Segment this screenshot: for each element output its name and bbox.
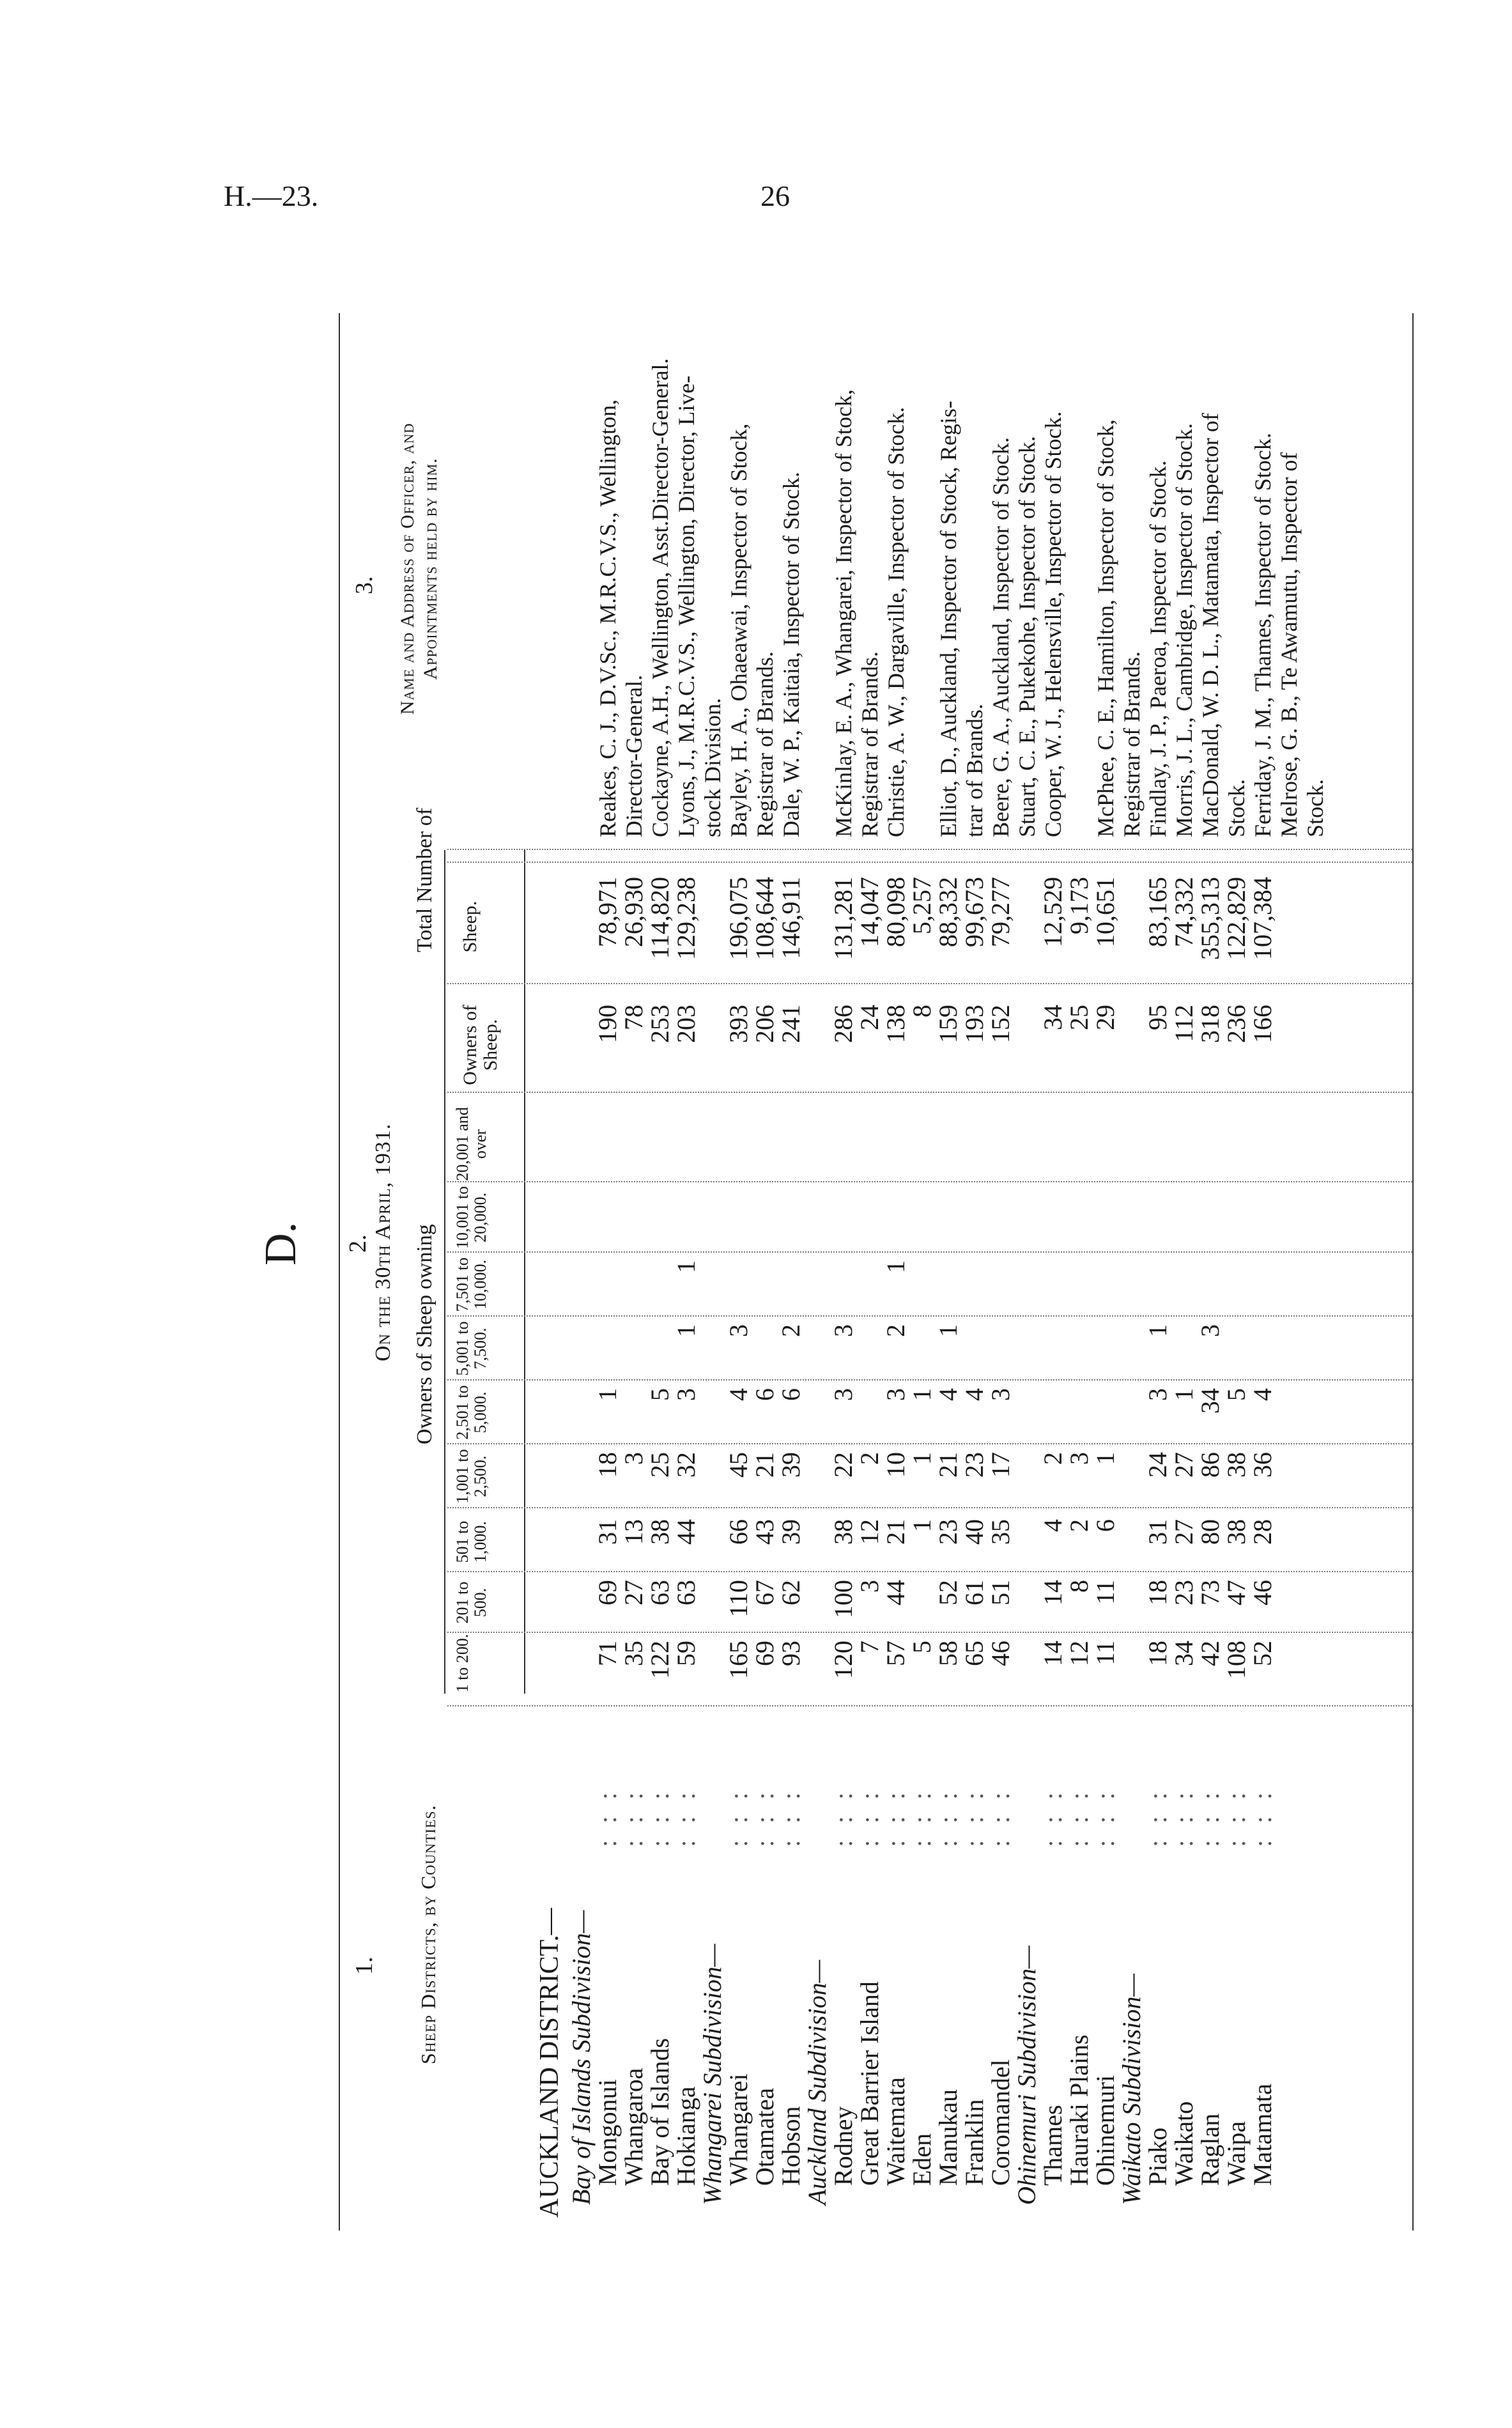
leader-dots: : : : bbox=[1222, 1787, 1251, 1847]
leader-dots: : : : bbox=[986, 1787, 1015, 1847]
table-cell: 2 bbox=[881, 1324, 910, 1337]
table-cell: 1 bbox=[672, 1260, 700, 1273]
table-row bbox=[647, 313, 672, 2231]
leader-dots: : : : bbox=[1143, 1787, 1172, 1847]
officer-text: Findlay, J. P., Paeroa, Inspector of Stock. bbox=[1145, 460, 1171, 837]
table-cell: 27 bbox=[619, 1580, 648, 1605]
col3-title: Name and Address of Officer, and Appointments held by him. bbox=[397, 422, 441, 715]
table-cell: 3 bbox=[829, 1388, 858, 1401]
table-cell: 52 bbox=[934, 1580, 962, 1605]
county-label: Hobson bbox=[776, 2106, 805, 2186]
table-row bbox=[883, 313, 908, 2231]
table-row bbox=[621, 313, 646, 2231]
col2-title: On the 30th April, 1931. bbox=[371, 1123, 395, 1361]
table-cell: 88,332 bbox=[934, 877, 962, 947]
officer-text: Stuart, C. E., Pukekohe, Inspector of Stock. bbox=[1014, 436, 1040, 837]
table-row bbox=[1093, 313, 1118, 2231]
officer-text: Melrose, G. B., Te Awamutu, Inspector of bbox=[1276, 452, 1302, 837]
table-cell: 122 bbox=[645, 1641, 674, 1679]
table-row bbox=[1067, 313, 1092, 2231]
table-cell: 36 bbox=[1248, 1452, 1277, 1478]
table-row bbox=[778, 313, 803, 2231]
table-cell: 2 bbox=[1038, 1452, 1067, 1465]
table-cell: 241 bbox=[776, 1005, 805, 1043]
page-code: H.—23. bbox=[224, 180, 319, 212]
table-cell: 99,673 bbox=[960, 877, 989, 947]
officer-text: Stock. bbox=[1302, 778, 1328, 837]
table-cell: 80,098 bbox=[881, 877, 910, 947]
table-cell: 152 bbox=[986, 1005, 1015, 1043]
page-number: 26 bbox=[760, 180, 790, 212]
table-row bbox=[988, 313, 1013, 2231]
subdivision-label: Whangarei Subdivision— bbox=[698, 1944, 727, 2205]
table-cell: 38 bbox=[1222, 1452, 1251, 1478]
table-letter: D. bbox=[256, 1221, 305, 1265]
county-label: Hokianga bbox=[672, 2086, 700, 2186]
col2-number: 2. bbox=[344, 1234, 371, 1253]
table-row bbox=[1119, 313, 1144, 2231]
range-header: 1,001 to 2,500. bbox=[453, 1449, 490, 1504]
officer-text: Dale, W. P., Kaitaia, Inspector of Stock. bbox=[778, 472, 804, 837]
table-cell: 138 bbox=[881, 1005, 910, 1043]
officer-text: Stock. bbox=[1224, 778, 1249, 837]
table-cell: 23 bbox=[960, 1452, 989, 1478]
table-cell: 62 bbox=[776, 1580, 805, 1605]
leader-dots: : : : bbox=[1065, 1787, 1093, 1847]
county-label: Waipa bbox=[1222, 2121, 1251, 2186]
table-cell: 3 bbox=[881, 1388, 910, 1401]
table-row bbox=[1198, 313, 1223, 2231]
table-cell: 65 bbox=[960, 1641, 989, 1666]
table-cell: 4 bbox=[724, 1388, 753, 1401]
table-row bbox=[674, 313, 698, 2231]
table-cell: 4 bbox=[1248, 1388, 1277, 1401]
rotated-table bbox=[256, 313, 1419, 2231]
leader-dots: : : : bbox=[1248, 1787, 1277, 1847]
table-cell: 27 bbox=[1169, 1452, 1198, 1478]
county-label: Mongonui bbox=[593, 2079, 622, 2186]
table-cell: 14 bbox=[1038, 1580, 1067, 1605]
table-cell: 44 bbox=[672, 1519, 700, 1545]
table-cell: 1 bbox=[907, 1452, 936, 1465]
table-cell: 4 bbox=[934, 1388, 962, 1401]
leader-dots: : : : bbox=[750, 1787, 779, 1847]
table-row bbox=[700, 313, 725, 2231]
top-rule bbox=[339, 313, 340, 2231]
table-cell: 8 bbox=[1065, 1580, 1093, 1593]
table-cell: 1 bbox=[881, 1260, 910, 1273]
county-label: Waitemata bbox=[881, 2076, 910, 2186]
table-cell: 166 bbox=[1248, 1005, 1277, 1043]
table-cell: 3 bbox=[1065, 1452, 1093, 1465]
table-cell: 14 bbox=[1038, 1641, 1067, 1666]
table-cell: 34 bbox=[1038, 1005, 1067, 1030]
table-row bbox=[962, 313, 987, 2231]
county-label: Hauraki Plains bbox=[1065, 2034, 1093, 2186]
table-cell: 100 bbox=[829, 1580, 858, 1618]
table-cell: 12 bbox=[855, 1519, 884, 1545]
county-label: Raglan bbox=[1196, 2113, 1224, 2186]
table-cell: 1 bbox=[1091, 1452, 1120, 1465]
table-cell: 67 bbox=[750, 1580, 779, 1605]
table-cell: 6 bbox=[1091, 1519, 1120, 1532]
table-cell: 29 bbox=[1091, 1005, 1120, 1030]
table-cell: 108,644 bbox=[750, 877, 779, 960]
table-cell: 108 bbox=[1222, 1641, 1251, 1679]
table-cell: 4 bbox=[960, 1388, 989, 1401]
county-label: Eden bbox=[907, 2133, 936, 2186]
table-row bbox=[1014, 313, 1039, 2231]
table-row bbox=[1040, 313, 1065, 2231]
table-cell: 44 bbox=[881, 1580, 910, 1605]
table-cell: 3 bbox=[1143, 1388, 1172, 1401]
table-cell: 69 bbox=[750, 1641, 779, 1666]
table-cell: 165 bbox=[724, 1641, 753, 1679]
table-cell: 159 bbox=[934, 1005, 962, 1043]
table-cell: 3 bbox=[829, 1324, 858, 1337]
range-header: 201 to 500. bbox=[453, 1581, 490, 1624]
table-cell: 318 bbox=[1196, 1005, 1224, 1043]
officer-text: Christie, A. W., Dargaville, Inspector of Stock. bbox=[883, 406, 909, 837]
col1-title: Sheep Districts, by Counties. bbox=[417, 1804, 440, 2064]
table-cell: 393 bbox=[724, 1005, 753, 1043]
table-cell: 69 bbox=[593, 1580, 622, 1605]
officer-text: Ferriday, J. M., Thames, Inspector of Stock. bbox=[1250, 433, 1276, 837]
subdivision-label: Bay of Islands Subdivision— bbox=[567, 1910, 596, 2205]
table-cell: 35 bbox=[986, 1519, 1015, 1545]
officer-text: stock Division. bbox=[700, 697, 725, 837]
table-cell: 34 bbox=[1196, 1388, 1224, 1414]
table-cell: 10,651 bbox=[1091, 877, 1120, 947]
table-cell: 1 bbox=[907, 1519, 936, 1532]
table-cell: 355,313 bbox=[1196, 877, 1224, 960]
leader-dots: : : : bbox=[907, 1787, 936, 1847]
table-cell: 78 bbox=[619, 1005, 648, 1030]
leader-dots: : : : bbox=[672, 1787, 700, 1847]
owners-group-header: Owners of Sheep owning bbox=[413, 1224, 436, 1444]
officer-text: Registrar of Brands. bbox=[1119, 651, 1145, 837]
table-cell: 28 bbox=[1248, 1519, 1277, 1545]
officer-text: Registrar of Brands. bbox=[752, 651, 778, 837]
table-row bbox=[752, 313, 777, 2231]
officer-text: Bayley, H. A., Ohaeawai, Inspector of Stock, bbox=[726, 423, 752, 837]
table-cell: 2 bbox=[1065, 1519, 1093, 1532]
range-header: 10,001 to 20,000. bbox=[453, 1186, 490, 1249]
sheep-total-header: Sheep. bbox=[459, 901, 481, 953]
leader-dots: : : : bbox=[1169, 1787, 1198, 1847]
table-cell: 43 bbox=[750, 1519, 779, 1545]
table-cell: 1 bbox=[1169, 1388, 1198, 1401]
table-cell: 22 bbox=[829, 1452, 858, 1478]
table-cell: 31 bbox=[593, 1519, 622, 1545]
table-cell: 11 bbox=[1091, 1580, 1120, 1605]
table-cell: 47 bbox=[1222, 1580, 1251, 1605]
leader-dots: : : : bbox=[724, 1787, 753, 1847]
county-label: Ohinemuri bbox=[1091, 2075, 1120, 2186]
table-cell: 10 bbox=[881, 1452, 910, 1478]
table-cell: 32 bbox=[672, 1452, 700, 1478]
bottom-rule bbox=[1412, 313, 1414, 2231]
table-cell: 146,911 bbox=[776, 877, 805, 959]
table-cell: 5 bbox=[907, 1641, 936, 1653]
table-cell: 131,281 bbox=[829, 877, 858, 960]
table-cell: 190 bbox=[593, 1005, 622, 1043]
header-bottom-rule bbox=[524, 850, 525, 1694]
table-cell: 74,332 bbox=[1169, 877, 1198, 947]
table-cell: 95 bbox=[1143, 1005, 1172, 1030]
total-group-header: Total Number of bbox=[413, 807, 436, 952]
table-cell: 1 bbox=[907, 1388, 936, 1401]
table-cell: 40 bbox=[960, 1519, 989, 1545]
officer-text: Reakes, C. J., D.V.Sc., M.R.C.V.S., Wellington, bbox=[595, 399, 621, 837]
group-rule bbox=[444, 850, 445, 1694]
district-title: AUCKLAND DISTRICT.— bbox=[535, 1908, 564, 2218]
table-row bbox=[857, 313, 882, 2231]
leader-dots: : : : bbox=[1196, 1787, 1224, 1847]
table-cell: 3 bbox=[986, 1388, 1015, 1401]
table-cell: 5,257 bbox=[907, 877, 936, 934]
table-cell: 107,384 bbox=[1248, 877, 1277, 960]
county-label: Rodney bbox=[829, 2106, 858, 2186]
table-cell: 27 bbox=[1169, 1519, 1198, 1545]
table-cell: 59 bbox=[672, 1641, 700, 1666]
table-cell: 3 bbox=[855, 1580, 884, 1593]
subdivision-label: Auckland Subdivision— bbox=[803, 1960, 831, 2205]
table-cell: 18 bbox=[593, 1452, 622, 1478]
county-label: Whangarei bbox=[724, 2073, 753, 2186]
col1-number: 1. bbox=[351, 1956, 378, 1975]
table-cell: 114,820 bbox=[645, 877, 674, 959]
table-cell: 39 bbox=[776, 1519, 805, 1545]
table-cell: 26,930 bbox=[619, 877, 648, 947]
leader-dots: : : : bbox=[593, 1787, 622, 1847]
table-cell: 23 bbox=[1169, 1580, 1198, 1605]
range-header: 7,501 to 10,000. bbox=[453, 1257, 490, 1312]
table-cell: 5 bbox=[1222, 1388, 1251, 1401]
table-cell: 63 bbox=[645, 1580, 674, 1605]
table-cell: 57 bbox=[881, 1641, 910, 1666]
table-cell: 61 bbox=[960, 1580, 989, 1605]
table-cell: 12 bbox=[1065, 1641, 1093, 1666]
county-label: Thames bbox=[1038, 2105, 1067, 2186]
table-cell: 63 bbox=[672, 1580, 700, 1605]
table-cell: 129,238 bbox=[672, 877, 700, 960]
officer-text: trar of Brands. bbox=[962, 704, 987, 837]
county-label: Waikato bbox=[1169, 2101, 1198, 2186]
table-cell: 73 bbox=[1196, 1580, 1224, 1605]
table-cell: 23 bbox=[934, 1519, 962, 1545]
table-cell: 21 bbox=[881, 1519, 910, 1545]
officer-text: Director-General. bbox=[621, 674, 647, 837]
table-cell: 253 bbox=[645, 1005, 674, 1043]
table-row bbox=[726, 313, 751, 2231]
table-cell: 58 bbox=[934, 1641, 962, 1666]
table-cell: 7 bbox=[855, 1641, 884, 1653]
table-cell: 3 bbox=[619, 1452, 648, 1465]
table-cell: 3 bbox=[1196, 1324, 1224, 1337]
table-row bbox=[595, 313, 620, 2231]
county-label: Piako bbox=[1143, 2127, 1172, 2186]
table-cell: 110 bbox=[724, 1580, 753, 1618]
table-cell: 71 bbox=[593, 1641, 622, 1666]
table-cell: 6 bbox=[750, 1388, 779, 1401]
county-label: Otamatea bbox=[750, 2087, 779, 2186]
table-cell: 86 bbox=[1196, 1452, 1224, 1478]
county-label: Manukau bbox=[934, 2089, 962, 2186]
col3-number: 3. bbox=[351, 576, 378, 594]
table-cell: 25 bbox=[1065, 1005, 1093, 1030]
officer-text: Morris, J. L., Cambridge, Inspector of Stock. bbox=[1171, 423, 1197, 837]
range-header: 2,501 to 5,000. bbox=[453, 1385, 490, 1440]
owners-total-header: Owners of Sheep. bbox=[459, 1005, 501, 1085]
table-cell: 13 bbox=[619, 1519, 648, 1545]
officer-text: Cooper, W. J., Helensville, Inspector of Stock. bbox=[1040, 411, 1066, 837]
leader-dots: : : : bbox=[960, 1787, 989, 1847]
table-cell: 24 bbox=[1143, 1452, 1172, 1478]
table-cell: 1 bbox=[1143, 1324, 1172, 1337]
table-row bbox=[805, 313, 829, 2231]
leader-dots: : : : bbox=[855, 1787, 884, 1847]
table-cell: 93 bbox=[776, 1641, 805, 1666]
leader-dots: : : : bbox=[829, 1787, 858, 1847]
table-row bbox=[831, 313, 856, 2231]
table-row bbox=[909, 313, 934, 2231]
table-cell: 34 bbox=[1169, 1641, 1198, 1666]
leader-dots: : : : bbox=[881, 1787, 910, 1847]
table-cell: 80 bbox=[1196, 1519, 1224, 1545]
table-cell: 18 bbox=[1143, 1580, 1172, 1605]
table-row bbox=[936, 313, 960, 2231]
table-cell: 52 bbox=[1248, 1641, 1277, 1666]
officer-text: Elliot, D., Auckland, Inspector of Stock, Regis- bbox=[936, 401, 961, 837]
county-label: Bay of Islands bbox=[645, 2038, 674, 2186]
table-cell: 6 bbox=[776, 1388, 805, 1401]
leader-dots: : : : bbox=[776, 1787, 805, 1847]
leader-dots: : : : bbox=[1038, 1787, 1067, 1847]
table-cell: 46 bbox=[1248, 1580, 1277, 1605]
table-cell: 79,277 bbox=[986, 877, 1015, 947]
table-cell: 78,971 bbox=[593, 877, 622, 947]
leader-dots: : : : bbox=[1091, 1787, 1120, 1847]
officer-row bbox=[1302, 313, 1327, 2231]
table-row bbox=[1250, 313, 1275, 2231]
officer-text: Registrar of Brands. bbox=[857, 651, 883, 837]
table-cell: 25 bbox=[645, 1452, 674, 1478]
table-cell: 203 bbox=[672, 1005, 700, 1043]
table-row bbox=[1145, 313, 1170, 2231]
table-cell: 122,829 bbox=[1222, 877, 1251, 960]
table-cell: 9,173 bbox=[1065, 877, 1093, 934]
table-cell: 1 bbox=[672, 1324, 700, 1337]
table-cell: 45 bbox=[724, 1452, 753, 1478]
range-header: 5,001 to 7,500. bbox=[453, 1321, 490, 1376]
table-cell: 236 bbox=[1222, 1005, 1251, 1043]
officer-text: Beere, G. A., Auckland, Inspector of Stock. bbox=[988, 437, 1014, 837]
table-cell: 21 bbox=[934, 1452, 962, 1478]
table-cell: 3 bbox=[724, 1324, 753, 1337]
county-label: Coromandel bbox=[986, 2059, 1015, 2186]
table-row bbox=[1171, 313, 1196, 2231]
table-cell: 66 bbox=[724, 1519, 753, 1545]
table-cell: 3 bbox=[672, 1388, 700, 1401]
table-cell: 11 bbox=[1091, 1641, 1120, 1666]
table-cell: 17 bbox=[986, 1452, 1015, 1478]
range-header: 501 to 1,000. bbox=[453, 1520, 490, 1563]
range-header: 1 to 200. bbox=[453, 1634, 472, 1693]
table-cell: 120 bbox=[829, 1641, 858, 1679]
officer-text: McPhee, C. E., Hamilton, Inspector of Stock, bbox=[1093, 419, 1118, 837]
table-cell: 31 bbox=[1143, 1519, 1172, 1545]
table-cell: 193 bbox=[960, 1005, 989, 1043]
subdivision-label: Waikato Subdivision— bbox=[1117, 1974, 1146, 2205]
table-cell: 83,165 bbox=[1143, 877, 1172, 947]
table-cell: 14,047 bbox=[855, 877, 884, 947]
officer-text: Cockayne, A.H., Wellington, Asst.Director-General. bbox=[647, 358, 673, 837]
table-cell: 35 bbox=[619, 1641, 648, 1666]
table-cell: 112 bbox=[1169, 1005, 1198, 1042]
table-cell: 39 bbox=[776, 1452, 805, 1478]
table-cell: 46 bbox=[986, 1641, 1015, 1666]
table-cell: 38 bbox=[645, 1519, 674, 1545]
table-row bbox=[1224, 313, 1249, 2231]
table-cell: 1 bbox=[934, 1324, 962, 1337]
county-label: Whangaroa bbox=[619, 2068, 648, 2186]
officer-row bbox=[1276, 313, 1301, 2231]
table-cell: 51 bbox=[986, 1580, 1015, 1605]
table-row bbox=[569, 313, 594, 2231]
leader-dots: : : : bbox=[934, 1787, 962, 1847]
table-cell: 38 bbox=[1222, 1519, 1251, 1545]
table-cell: 206 bbox=[750, 1005, 779, 1043]
table-cell: 38 bbox=[829, 1519, 858, 1545]
officer-text: Lyons, J., M.R.C.V.S., Wellington, Director, Live- bbox=[674, 375, 699, 837]
range-header: 20,001 and over bbox=[453, 1107, 490, 1181]
table-cell: 24 bbox=[855, 1005, 884, 1030]
table-cell: 196,075 bbox=[724, 877, 753, 960]
county-label: Franklin bbox=[960, 2099, 989, 2186]
subdivision-label: Ohinemuri Subdivision— bbox=[1012, 1945, 1041, 2205]
table-cell: 1 bbox=[593, 1388, 622, 1401]
county-label: Great Barrier Island bbox=[855, 1981, 884, 2186]
officer-text: MacDonald, W. D. L., Matamata, Inspector of bbox=[1198, 413, 1223, 837]
table-cell: 18 bbox=[1143, 1641, 1172, 1666]
county-label: Matamata bbox=[1248, 2084, 1277, 2186]
table-cell: 42 bbox=[1196, 1641, 1224, 1666]
officer-text: McKinlay, E. A., Whangarei, Inspector of Stock, bbox=[831, 389, 856, 837]
leader-dots: : : : bbox=[645, 1787, 674, 1847]
table-cell: 286 bbox=[829, 1005, 858, 1043]
table-cell: 2 bbox=[776, 1324, 805, 1337]
table-cell: 8 bbox=[907, 1005, 936, 1017]
table-cell: 21 bbox=[750, 1452, 779, 1478]
table-cell: 12,529 bbox=[1038, 877, 1067, 947]
table-cell: 2 bbox=[855, 1452, 884, 1465]
table-cell: 5 bbox=[645, 1388, 674, 1401]
table-cell: 4 bbox=[1038, 1519, 1067, 1532]
leader-dots: : : : bbox=[619, 1787, 648, 1847]
